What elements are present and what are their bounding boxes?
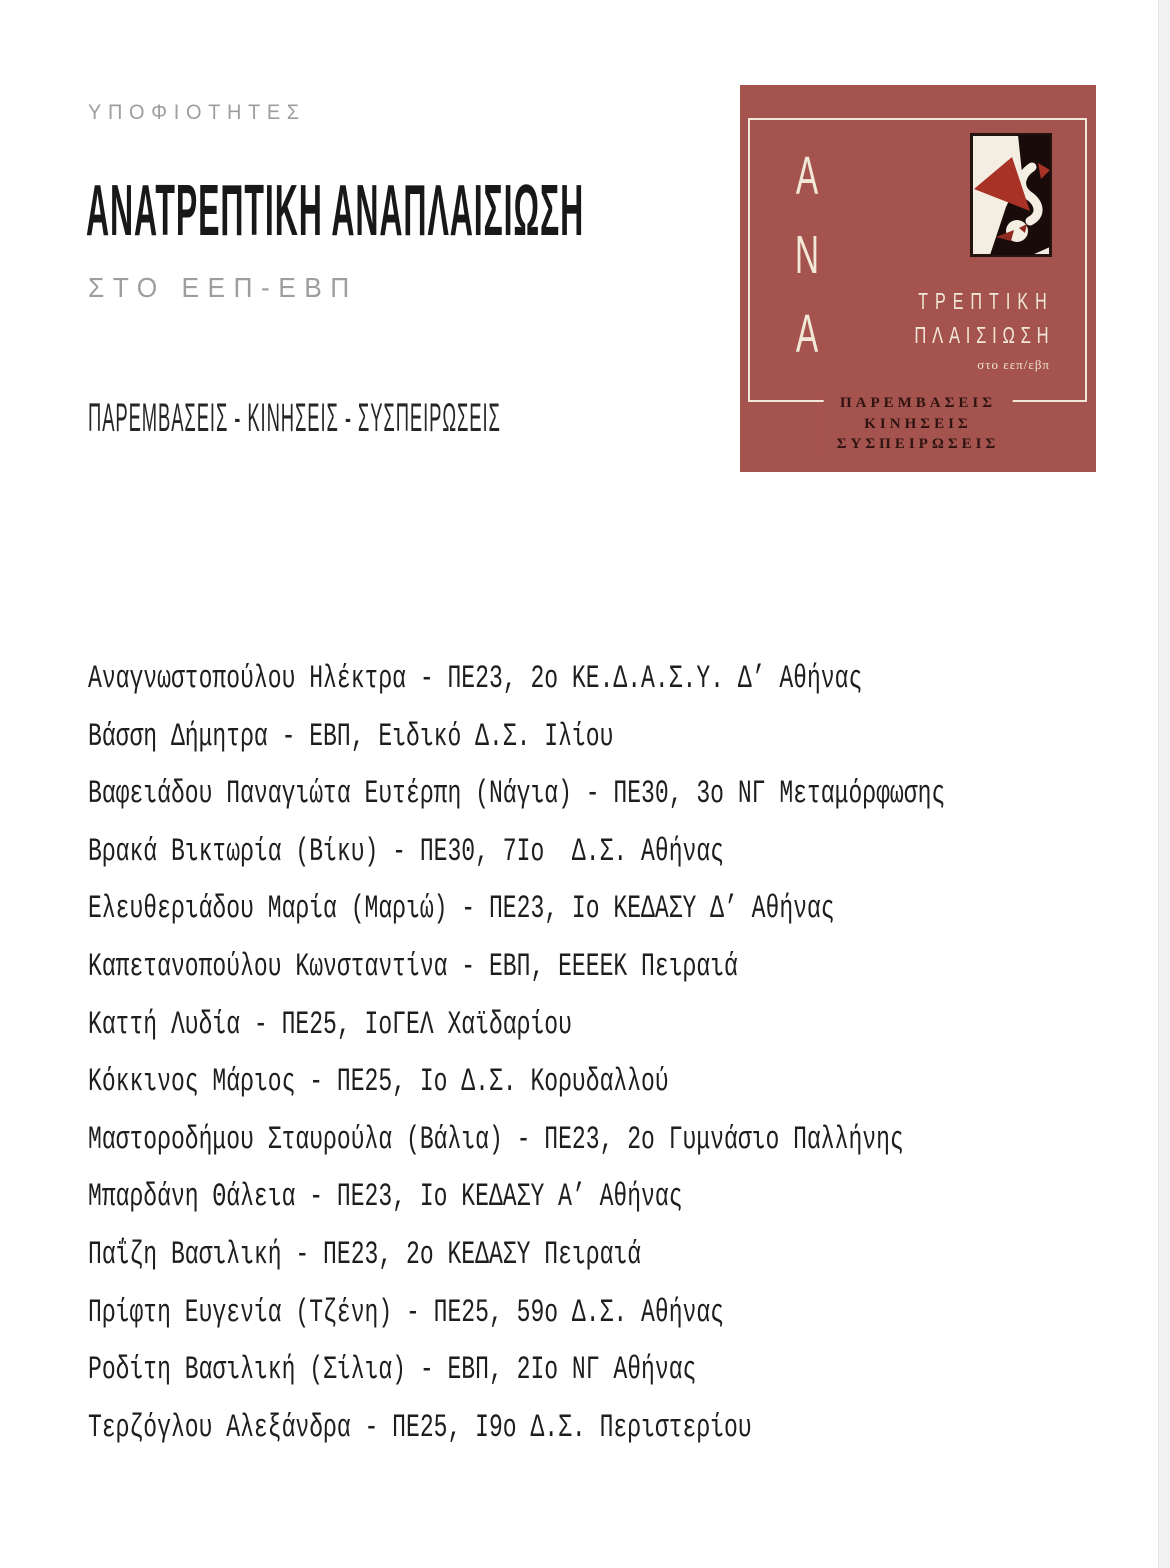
logo-letters-ana <box>783 137 831 374</box>
page-tagline: ΠΑΡΕΜΒΑΣΕΙΣ - ΚΙΝΗΣΕΙΣ - ΣΥΣΠΕΙΡΩΣΕΙΣ <box>88 396 501 440</box>
list-item: Βαφειάδου Παναγιώτα Ευτέρπη (Νάγια) - ΠΕ30, 3ο ΝΓ Μεταμόρφωσης <box>88 775 946 813</box>
list-item: Κόκκινος Μάριος - ΠΕ25, Ιο Δ.Σ. Κορυδαλλού <box>88 1063 669 1101</box>
logo-title-line2: ΠΛΑΙΣΙΩΣΗ <box>914 322 1054 348</box>
logo-letter-3: Α <box>795 304 819 364</box>
logo-footer <box>824 391 1013 457</box>
list-item: Βάσση Δήμητρα - ΕΒΠ, Ειδικό Δ.Σ. Ιλίου <box>88 717 614 755</box>
list-item: Παΐζη Βασιλική - ΠΕ23, 2ο ΚΕΔΑΣΥ Πειραιά <box>88 1235 642 1273</box>
page-subtitle: ΣΤΟ ΕΕΠ-ΕΒΠ <box>88 272 358 303</box>
logo-footer-line-3: ΣΥΣΠΕΙΡΩΣΕΙΣ <box>836 436 1000 452</box>
list-item: Βρακά Βικτωρία (Βίκυ) - ΠΕ30, 7Ιο Δ.Σ. Αθήνας <box>88 832 725 870</box>
logo-footer-line-2: ΚΙΝΗΣΕΙΣ <box>864 415 972 432</box>
list-item: Καττή Λυδία - ΠΕ25, ΙοΓΕΛ Χαϊδαρίου <box>88 1005 572 1043</box>
list-item: Ροδίτη Βασιλική (Σίλια) - ΕΒΠ, 2Ιο ΝΓ Αθήνας <box>88 1351 697 1389</box>
page-title: ΑΝΑΤΡΕΠΤΙΚΗ ΑΝΑΠΛΑΙΣΙΩΣΗ <box>86 171 585 251</box>
logo-title-line1: ΤΡΕΠΤΙΚΗ <box>918 288 1054 314</box>
list-item: Ελευθεριάδου Μαρία (Μαριώ) - ΠΕ23, Ιο ΚΕΔΑΣΥ Δ’ Αθήνας <box>88 890 835 928</box>
logo-emblem-icon <box>970 133 1052 257</box>
eyebrow-label: ΥΠΟΦΙΟΤΗΤΕΣ <box>88 101 306 124</box>
list-item: Καπετανοπούλου Κωνσταντίνα - ΕΒΠ, ΕΕΕΕΚ Πειραιά <box>88 947 738 985</box>
list-item: Μπαρδάνη Θάλεια - ΠΕ23, Ιο ΚΕΔΑΣΥ Α’ Αθήνας <box>88 1178 683 1216</box>
page-edge-strip <box>1158 0 1170 1568</box>
list-item: Τερζόγλου Αλεξάνδρα - ΠΕ25, Ι9ο Δ.Σ. Περιστερίου <box>88 1408 752 1446</box>
logo-letter-2: Ν <box>794 225 820 285</box>
logo-letter-1: Α <box>795 146 819 206</box>
list-item: Μαστοροδήμου Σταυρούλα (Βάλια) - ΠΕ23, 2ο Γυμνάσιο Παλλήνης <box>88 1120 904 1158</box>
logo-footer-line-1: ΠΑΡΕΜΒΑΣΕΙΣ <box>839 395 997 411</box>
candidates-list <box>88 650 945 1456</box>
list-item: Αναγνωστοπούλου Ηλέκτρα - ΠΕ23, 2ο ΚΕ.Δ.Α.Σ.Υ. Δ’ Αθήνας <box>88 660 863 697</box>
org-logo <box>740 85 1096 472</box>
list-item: Πρίφτη Ευγενία (Τζένη) - ΠΕ25, 59ο Δ.Σ. Αθήνας <box>88 1293 725 1331</box>
logo-subtitle: στο εεπ/εβπ <box>977 357 1050 372</box>
